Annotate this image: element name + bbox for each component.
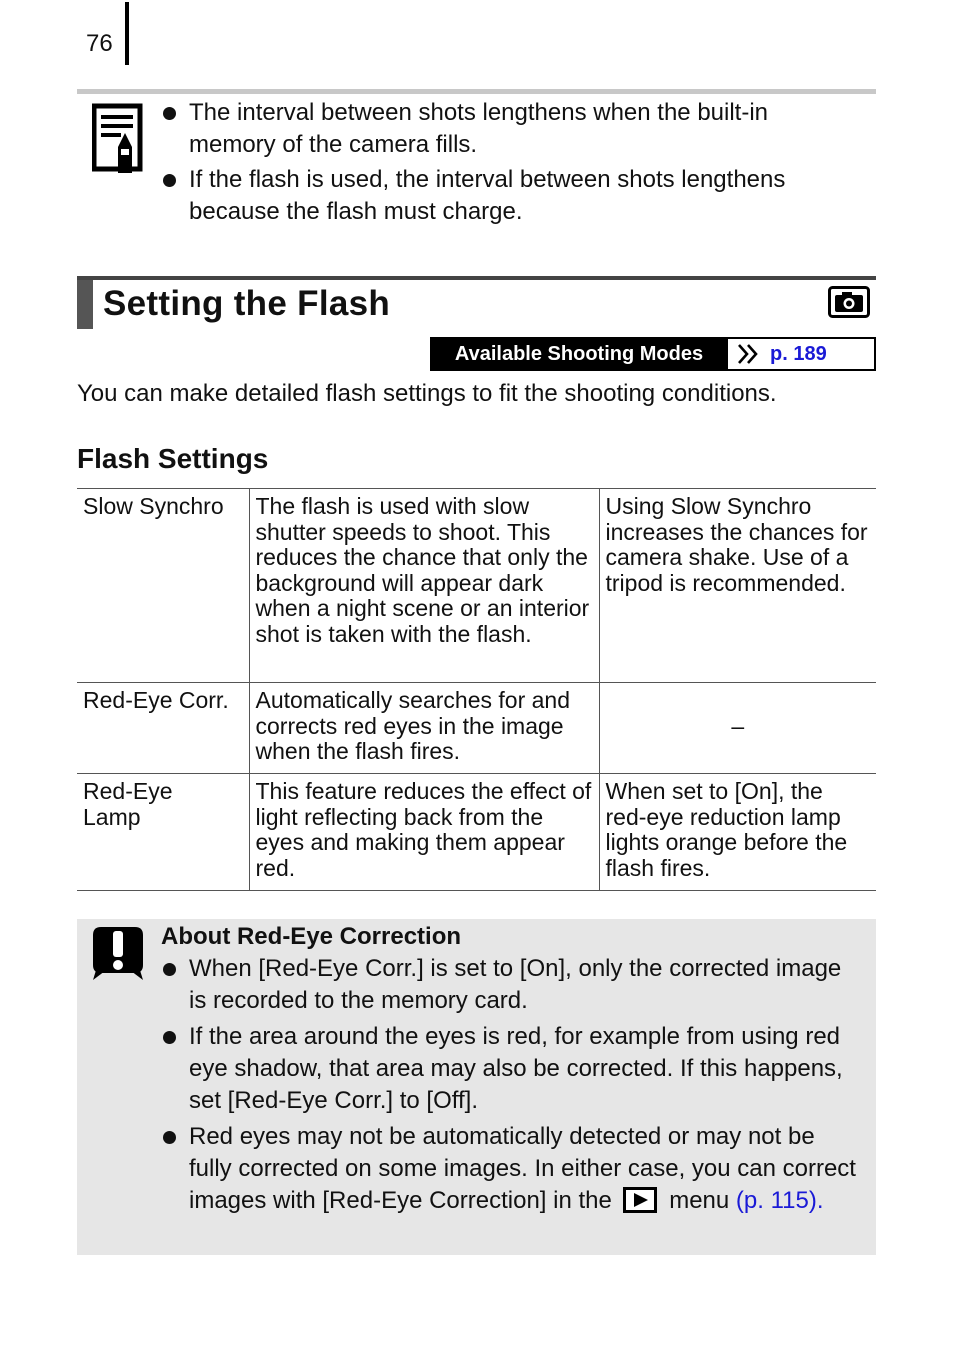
page-115-link[interactable]: (p. 115). [735,1187,824,1214]
memo-bullet-list [161,97,861,228]
caution-bullet-list [161,953,861,1217]
setting-note: – [599,683,876,774]
setting-description: This feature reduces the effect of light reflecting back from the eyes and making them appear red. [249,774,599,891]
setting-description: The flash is used with slow shutter speeds to shoot. This reduces the chance that only the background will appear dark when a night scene or an interior shot is taken with the flash. [249,489,599,683]
caution-bullet-text: menu [669,1187,730,1214]
setting-name: Slow Synchro [83,493,224,519]
page-number: 76 [86,30,113,57]
caution-bullet-text: Red eyes may not be automatically detected or may not be fully corrected on some images. In either case, you can correct images with [Red-Eye Correction] in the [189,1123,856,1214]
setting-name: Red-Eye Lamp [83,778,173,830]
section-title: Setting the Flash [103,284,391,323]
memo-bullet: If the flash is used, the interval between shots lengthens because the flash must charge. [161,164,861,228]
table-row [77,683,876,774]
flash-settings-table [77,488,876,891]
setting-name: Red-Eye Corr. [83,687,229,713]
double-chevron-icon [736,342,762,366]
caution-bullet: If the area around the eyes is red, for example from using red eye shadow, that area may also be corrected. If this happens, set [Red-Eye Corr.] to [Off]. [161,1021,861,1117]
setting-note: When set to [On], the red-eye reduction lamp lights orange before the flash fires. [599,774,876,891]
section-intro: You can make detailed flash settings to fit the shooting conditions. [77,380,777,407]
memo-icon [92,103,144,175]
memo-bullet: The interval between shots lengthens when the built-in memory of the camera fills. [161,97,861,161]
setting-note: Using Slow Synchro increases the chances for camera shake. Use of a tripod is recommended. [599,489,876,683]
setting-description: Automatically searches for and corrects red eyes in the image when the flash fires. [249,683,599,774]
flash-settings-heading: Flash Settings [77,443,269,474]
section-marker [77,280,93,329]
camera-icon [828,286,870,318]
caution-icon [91,925,145,981]
page-number-rule [125,2,129,65]
caution-title: About Red-Eye Correction [161,923,462,950]
table-row [77,489,876,683]
section-divider [77,276,876,280]
playback-icon [623,1187,657,1213]
available-modes-label: Available Shooting Modes [430,337,728,371]
caution-bullet [161,1121,861,1217]
caution-bullet: When [Red-Eye Corr.] is set to [On], only the corrected image is recorded to the memory card. [161,953,861,1017]
available-modes-page-link[interactable]: p. 189 [770,343,827,365]
table-row [77,774,876,891]
memo-divider [77,89,876,94]
